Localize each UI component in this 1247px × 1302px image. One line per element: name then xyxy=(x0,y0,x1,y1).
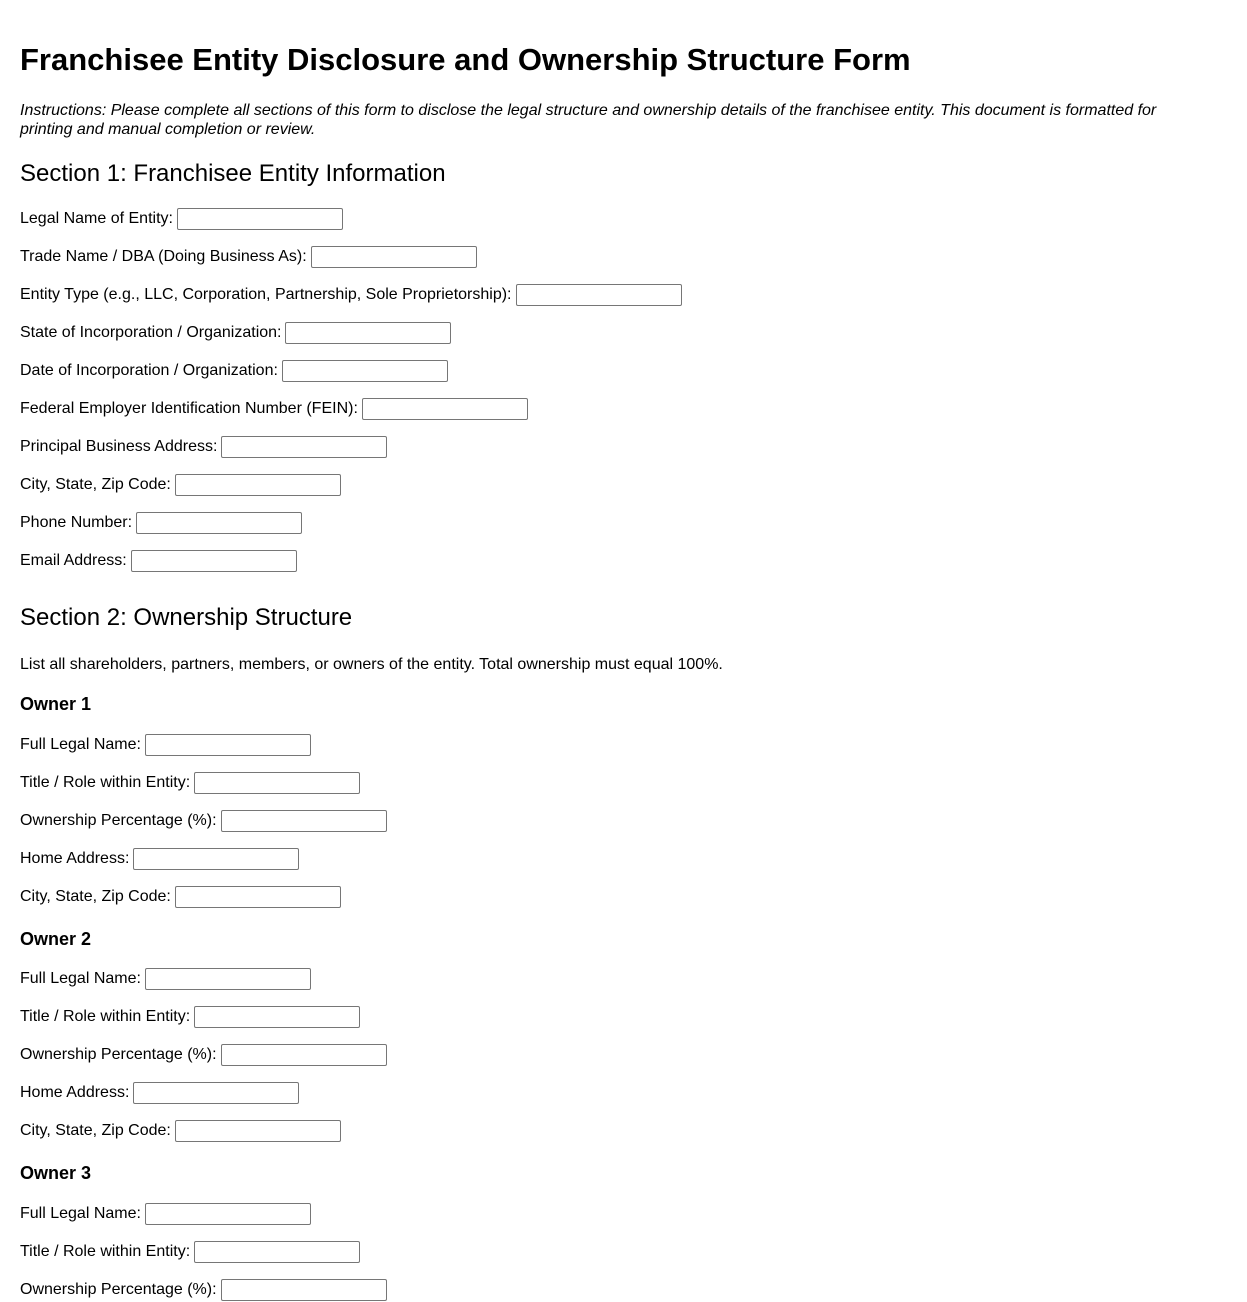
field-label: Entity Type (e.g., LLC, Corporation, Partnership, Sole Proprietorship): xyxy=(20,286,512,303)
owner-1-home-address-input[interactable] xyxy=(133,848,299,870)
field-label: Title / Role within Entity: xyxy=(20,1008,191,1025)
phone-input[interactable] xyxy=(136,512,302,534)
field-row-state-of-incorporation xyxy=(20,321,1227,345)
field-row-city-state-zip xyxy=(20,473,1227,497)
owner-2-heading: Owner 2 xyxy=(20,929,92,949)
owner-1-row-city-state-zip xyxy=(20,885,1227,909)
field-label: Home Address: xyxy=(20,1084,130,1101)
field-row-legal-name xyxy=(20,207,1227,231)
field-label: Title / Role within Entity: xyxy=(20,774,191,791)
owner-1-city-state-zip-input[interactable] xyxy=(175,886,341,908)
field-label: Home Address: xyxy=(20,850,130,867)
owner-1-row-title xyxy=(20,771,1227,795)
field-label: Title / Role within Entity: xyxy=(20,1243,191,1260)
field-label: City, State, Zip Code: xyxy=(20,476,171,493)
field-label: Federal Employer Identification Number (FEIN): xyxy=(20,400,358,417)
field-label: Legal Name of Entity: xyxy=(20,210,173,227)
field-label: Full Legal Name: xyxy=(20,970,141,987)
field-label: Date of Incorporation / Organization: xyxy=(20,362,278,379)
field-row-entity-type xyxy=(20,283,1227,307)
section-2-title: Section 2: Ownership Structure xyxy=(20,604,353,631)
field-row-email xyxy=(20,549,1227,573)
owner-1-row-full-name xyxy=(20,733,1227,757)
owner-2-home-address-input[interactable] xyxy=(133,1082,299,1104)
field-label: Full Legal Name: xyxy=(20,1205,141,1222)
field-row-phone xyxy=(20,511,1227,535)
field-label: State of Incorporation / Organization: xyxy=(20,324,282,341)
owner-3-row-full-name xyxy=(20,1202,1227,1226)
owner-1-full-name-input[interactable] xyxy=(145,734,311,756)
field-label: Ownership Percentage (%): xyxy=(20,1281,217,1298)
field-row-trade-name xyxy=(20,245,1227,269)
city-state-zip-input[interactable] xyxy=(175,474,341,496)
field-label: City, State, Zip Code: xyxy=(20,1122,171,1139)
owner-2-row-percentage xyxy=(20,1043,1227,1067)
owner-2-row-full-name xyxy=(20,967,1227,991)
owner-2-row-home-address xyxy=(20,1081,1227,1105)
owner-2-row-city-state-zip xyxy=(20,1119,1227,1143)
field-row-fein xyxy=(20,397,1227,421)
field-label: Phone Number: xyxy=(20,514,133,531)
field-label: Full Legal Name: xyxy=(20,736,141,753)
owner-1-percentage-input[interactable] xyxy=(221,810,387,832)
owner-3-row-title xyxy=(20,1240,1227,1264)
legal-name-input[interactable] xyxy=(177,208,343,230)
owner-1-title-input[interactable] xyxy=(194,772,360,794)
owner-3-heading: Owner 3 xyxy=(20,1163,92,1183)
date-of-incorporation-input[interactable] xyxy=(282,360,448,382)
owner-3-title-input[interactable] xyxy=(194,1241,360,1263)
owner-1-heading: Owner 1 xyxy=(20,694,92,714)
instructions-text: Instructions: Please complete all sections of this form to disclose the legal structure and ownership details of the franchisee entity. This document is formatted for printing and manual completion or review. xyxy=(20,102,1157,138)
owner-1-row-percentage xyxy=(20,809,1227,833)
owner-3-full-name-input[interactable] xyxy=(145,1203,311,1225)
page-title: Franchisee Entity Disclosure and Ownership Structure Form xyxy=(20,42,911,77)
owner-2-city-state-zip-input[interactable] xyxy=(175,1120,341,1142)
state-of-incorporation-input[interactable] xyxy=(285,322,451,344)
field-label: Principal Business Address: xyxy=(20,438,218,455)
field-label: Ownership Percentage (%): xyxy=(20,812,217,829)
field-row-date-of-incorporation xyxy=(20,359,1227,383)
fein-input[interactable] xyxy=(362,398,528,420)
field-label: Email Address: xyxy=(20,552,127,569)
field-label: City, State, Zip Code: xyxy=(20,888,171,905)
owner-2-title-input[interactable] xyxy=(194,1006,360,1028)
entity-type-input[interactable] xyxy=(516,284,682,306)
owner-2-percentage-input[interactable] xyxy=(221,1044,387,1066)
owner-2-full-name-input[interactable] xyxy=(145,968,311,990)
business-address-input[interactable] xyxy=(221,436,387,458)
field-row-business-address xyxy=(20,435,1227,459)
owner-2-row-title xyxy=(20,1005,1227,1029)
owner-1-row-home-address xyxy=(20,847,1227,871)
owner-3-row-percentage xyxy=(20,1278,1227,1302)
field-label: Trade Name / DBA (Doing Business As): xyxy=(20,248,307,265)
field-label: Ownership Percentage (%): xyxy=(20,1046,217,1063)
section-2-intro: List all shareholders, partners, members, or owners of the entity. Total ownership must equal 100%. xyxy=(20,656,723,673)
section-1-title: Section 1: Franchisee Entity Information xyxy=(20,160,446,187)
owner-3-percentage-input[interactable] xyxy=(221,1279,387,1301)
trade-name-input[interactable] xyxy=(311,246,477,268)
email-input[interactable] xyxy=(131,550,297,572)
